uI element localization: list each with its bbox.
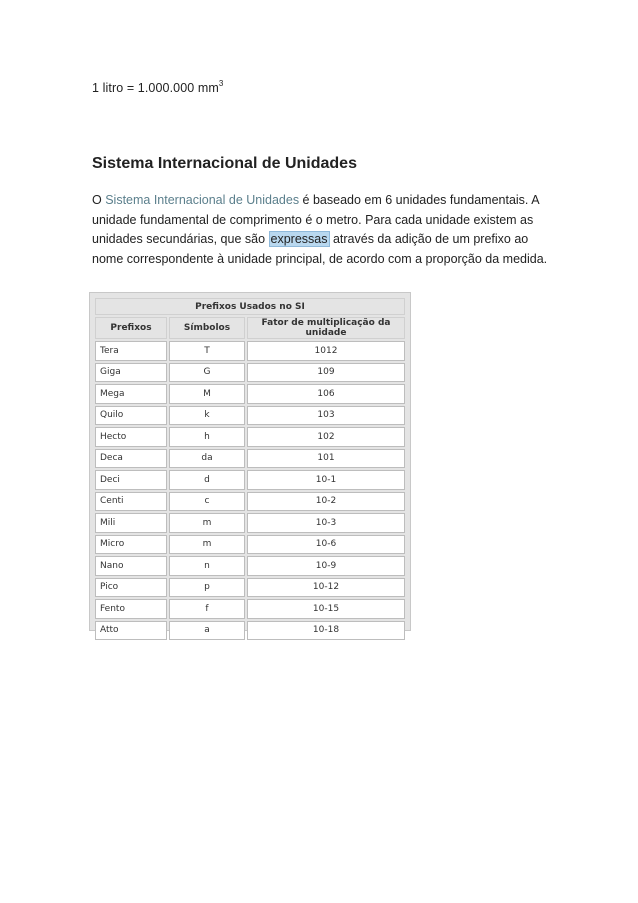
header-simbolos: Símbolos	[169, 317, 245, 339]
table-title: Prefixos Usados no SI	[95, 298, 405, 315]
factor-cell: 10-12	[247, 578, 405, 598]
section-paragraph	[92, 191, 562, 269]
prefix-table	[93, 296, 407, 642]
factor-cell: 10-3	[247, 513, 405, 533]
factor-cell: 10-18	[247, 621, 405, 641]
factor-cell: 103	[247, 406, 405, 426]
para-part1: é baseado em 6 unidades fundamentais. A unidade fundamental de comprimento é o metro. Para cada unidade existem as unidades secundárias, que são	[92, 193, 539, 246]
symbol-cell: m	[169, 535, 245, 555]
table-row	[95, 578, 405, 598]
prefix-table-image	[89, 292, 411, 636]
header-prefixos: Prefixos	[95, 317, 167, 339]
prefix-cell: Centi	[95, 492, 167, 512]
litro-line	[92, 80, 223, 95]
symbol-cell: n	[169, 556, 245, 576]
prefix-cell: Nano	[95, 556, 167, 576]
factor-cell: 101	[247, 449, 405, 469]
si-link[interactable]: Sistema Internacional de Unidades	[105, 193, 300, 207]
prefix-cell: Deci	[95, 470, 167, 490]
table-row	[95, 621, 405, 641]
prefix-cell: Giga	[95, 363, 167, 383]
table-row	[95, 513, 405, 533]
symbol-cell: k	[169, 406, 245, 426]
factor-cell: 10-1	[247, 470, 405, 490]
symbol-cell: M	[169, 384, 245, 404]
symbol-cell: c	[169, 492, 245, 512]
prefix-cell: Quilo	[95, 406, 167, 426]
highlighted-word: expressas	[270, 232, 328, 246]
symbol-cell: a	[169, 621, 245, 641]
table-row	[95, 384, 405, 404]
table-row	[95, 535, 405, 555]
symbol-cell: T	[169, 341, 245, 361]
litro-text: 1 litro = 1.000.000 mm	[92, 81, 219, 96]
table-row	[95, 492, 405, 512]
header-fator: Fator de multiplicação da unidade	[247, 317, 405, 339]
prefix-cell: Micro	[95, 535, 167, 555]
symbol-cell: h	[169, 427, 245, 447]
table-row	[95, 406, 405, 426]
prefix-cell: Deca	[95, 449, 167, 469]
prefix-cell: Mega	[95, 384, 167, 404]
symbol-cell: f	[169, 599, 245, 619]
para-prefix: O	[92, 193, 106, 207]
factor-cell: 102	[247, 427, 405, 447]
prefix-cell: Hecto	[95, 427, 167, 447]
table-row	[95, 341, 405, 361]
table-row	[95, 556, 405, 576]
symbol-cell: m	[169, 513, 245, 533]
symbol-cell: da	[169, 449, 245, 469]
table-row	[95, 363, 405, 383]
table-body	[95, 341, 405, 640]
prefix-cell: Atto	[95, 621, 167, 641]
prefix-cell: Tera	[95, 341, 167, 361]
table-row	[95, 599, 405, 619]
litro-superscript: 3	[218, 79, 224, 88]
prefix-cell: Mili	[95, 513, 167, 533]
prefix-cell: Pico	[95, 578, 167, 598]
para-part2: através da adição de um prefixo ao nome correspondente à unidade principal, de acordo com a proporção da medida.	[92, 232, 548, 266]
factor-cell: 1012	[247, 341, 405, 361]
factor-cell: 109	[247, 363, 405, 383]
symbol-cell: p	[169, 578, 245, 598]
symbol-cell: d	[169, 470, 245, 490]
factor-cell: 10-2	[247, 492, 405, 512]
table-row	[95, 470, 405, 490]
table-row	[95, 427, 405, 447]
symbol-cell: G	[169, 363, 245, 383]
factor-cell: 10-9	[247, 556, 405, 576]
table-row	[95, 449, 405, 469]
prefix-cell: Fento	[95, 599, 167, 619]
section-heading: Sistema Internacional de Unidades	[92, 155, 357, 172]
factor-cell: 106	[247, 384, 405, 404]
factor-cell: 10-15	[247, 599, 405, 619]
factor-cell: 10-6	[247, 535, 405, 555]
